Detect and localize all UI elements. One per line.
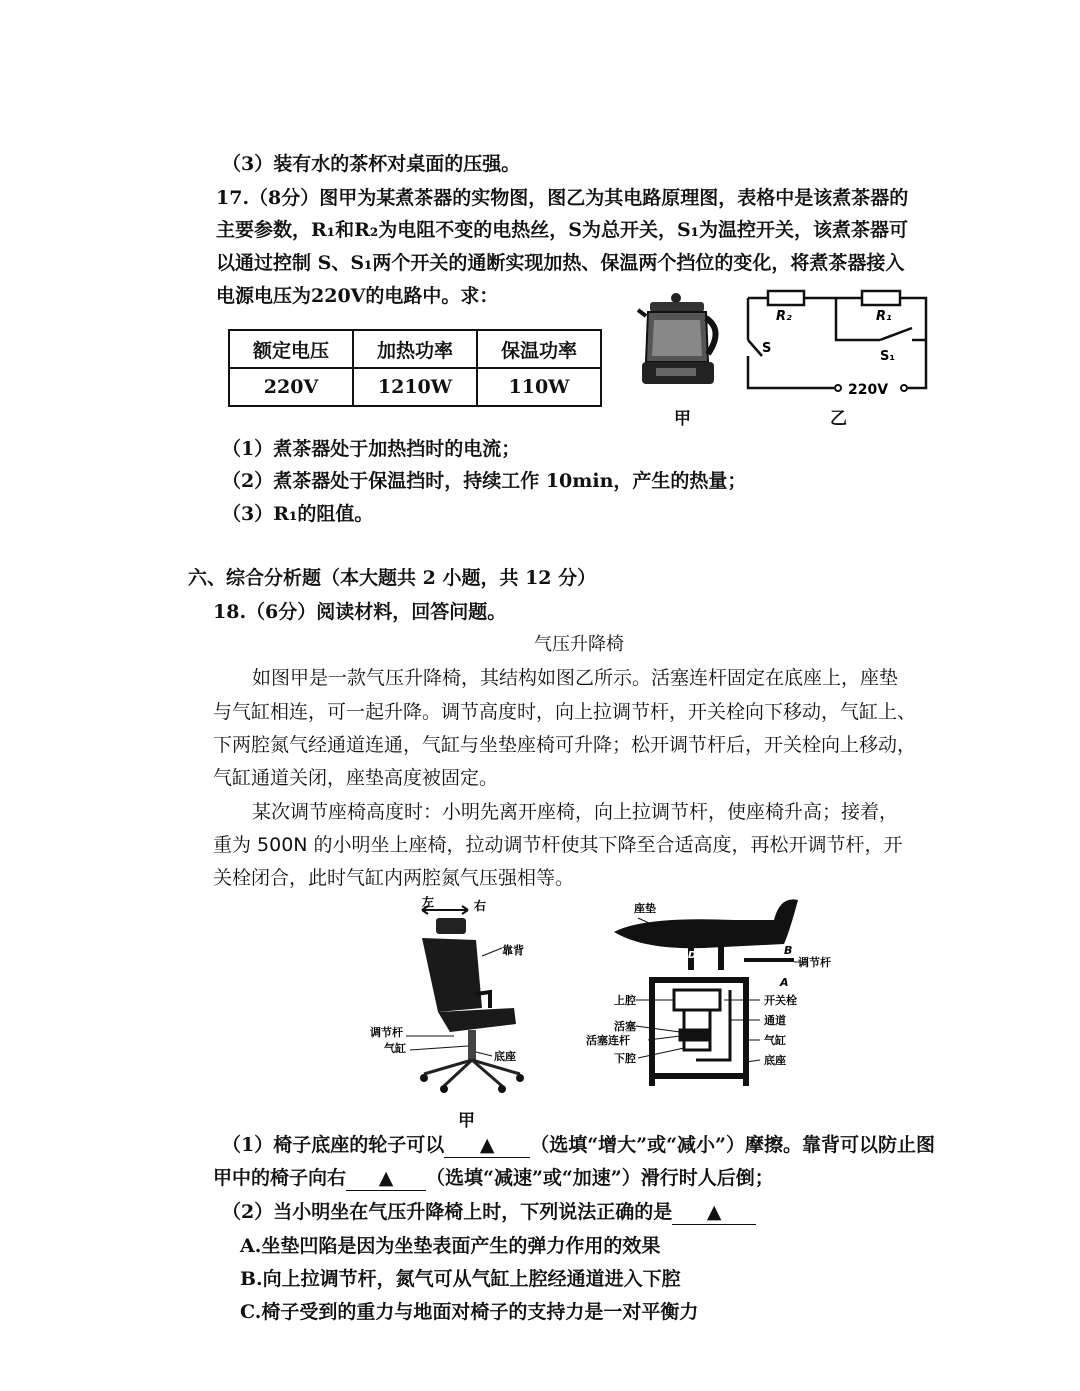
left-label: 左 [422, 896, 435, 909]
structure-base-label: 底座 [764, 1054, 786, 1067]
option-c: C.椅子受到的重力与地面对椅子的支持力是一对平衡力 [240, 1301, 699, 1323]
q18-1-line2 [213, 1166, 774, 1191]
q18-1-line1 [222, 1133, 935, 1158]
tea-kettle-image [636, 290, 726, 400]
q17-sub-3: （3）R₁的阻值。 [222, 503, 374, 525]
table-row [229, 368, 601, 406]
section-6-heading: 六、综合分析题（本大题共 2 小题，共 12 分） [188, 567, 597, 589]
q17-line-1: 17.（8分）图甲为某煮茶器的实物图，图乙为其电路原理图，表格中是该煮茶器的 [216, 187, 909, 209]
article-p1-line1: 如图甲是一款气压升降椅，其结构如图乙所示。活塞连杆固定在底座上，座垫 [252, 667, 899, 689]
answer-marker: ▲ [706, 1201, 722, 1223]
switch-s1-label: S₁ [880, 349, 896, 364]
answer-marker: ▲ [479, 1134, 495, 1156]
answer-marker: ▲ [378, 1167, 394, 1189]
q18-1-text-d: （选填“减速”或“加速”）滑行时人后倒； [426, 1167, 774, 1189]
q18-1-text-a: （1）椅子底座的轮子可以 [222, 1134, 445, 1156]
cushion-label: 座垫 [634, 902, 656, 915]
q17-line-2: 主要参数，R₁和R₂为电阻不变的电热丝，S为总开关，S₁为温控开关，该煮茶器可 [216, 219, 908, 241]
article-p1-line4: 气缸通道关闭，座垫高度被固定。 [213, 767, 499, 789]
channel-label: 通道 [764, 1014, 786, 1027]
q16-part3: （3）装有水的茶杯对桌面的压强。 [222, 153, 521, 175]
table-cell: 220V [229, 368, 353, 406]
table-header-row [229, 330, 601, 368]
office-chair-image [364, 896, 554, 1096]
chair-structure-diagram [584, 890, 844, 1090]
structure-cylinder-label: 气缸 [764, 1034, 786, 1047]
parameter-table [228, 329, 602, 407]
table-cell: 1210W [353, 368, 477, 406]
table-header-cell: 额定电压 [229, 330, 353, 368]
table-cell: 110W [477, 368, 601, 406]
q18-2-line [222, 1200, 756, 1225]
article-p2-line3: 关栓闭合，此时气缸内两腔氮气压强相等。 [213, 867, 575, 889]
valve-label: 开关栓 [764, 994, 797, 1007]
q18-1-text-c: 甲中的椅子向右 [213, 1167, 347, 1189]
answer-blank-1[interactable] [444, 1133, 530, 1158]
piston-rod-label: 活塞连杆 [586, 1034, 630, 1047]
chair-caption: 甲 [458, 1111, 475, 1131]
q17-line-3: 以通过控制 S、S₁两个开关的通断实现加热、保温两个挡位的变化，将煮茶器接入 [216, 252, 905, 274]
switch-s-label: S [762, 341, 772, 356]
answer-blank-2[interactable] [346, 1166, 426, 1191]
circuit-diagram [740, 284, 940, 404]
article-p2-line2: 重为 500N 的小明坐上座椅，拉动调节杆使其下降至合适高度，再松开调节杆，开 [213, 834, 903, 856]
voltage-label: 220V [848, 382, 889, 398]
kettle-caption: 甲 [674, 409, 691, 429]
option-b: B.向上拉调节杆，氮气可从气缸上腔经通道进入下腔 [240, 1268, 681, 1290]
right-label: 右 [474, 899, 487, 913]
answer-blank-3[interactable] [672, 1200, 756, 1225]
table-header-cell: 保温功率 [477, 330, 601, 368]
structure-lever-label: 调节杆 [798, 956, 831, 969]
piston-label: 活塞 [614, 1020, 636, 1033]
q17-line-4: 电源电压为220V的电路中。求： [216, 285, 499, 307]
q17-sub-2: （2）煮茶器处于保温挡时，持续工作 10min，产生的热量； [222, 470, 747, 492]
point-a-label: A [780, 976, 789, 989]
article-title: 气压升降椅 [534, 634, 624, 655]
q18-2-text: （2）当小明坐在气压升降椅上时，下列说法正确的是 [222, 1201, 673, 1223]
lever-label: 调节杆 [370, 1026, 403, 1039]
r1-label: R₁ [876, 309, 892, 324]
article-p2-line1: 某次调节座椅高度时：小明先离开座椅，向上拉调节杆，使座椅升高；接着， [252, 801, 899, 823]
base-label: 底座 [494, 1050, 516, 1063]
cylinder-label: 气缸 [384, 1042, 406, 1055]
upper-chamber-label: 上腔 [614, 994, 636, 1007]
option-a: A.坐垫凹陷是因为坐垫表面产生的弹力作用的效果 [240, 1235, 661, 1257]
backrest-label: 靠背 [502, 944, 524, 957]
point-b-label: B [784, 944, 793, 957]
lower-chamber-label: 下腔 [614, 1052, 636, 1065]
q18-1-text-b: （选填“增大”或“减小”）摩擦。靠背可以防止图 [530, 1134, 935, 1156]
q17-sub-1: （1）煮茶器处于加热挡时的电流； [222, 438, 521, 460]
q18-heading: 18.（6分）阅读材料，回答问题。 [213, 601, 507, 623]
table-header-cell: 加热功率 [353, 330, 477, 368]
point-d-label: D [688, 950, 697, 961]
article-p1-line3: 下两腔氮气经通道连通，气缸与坐垫座椅可升降；松开调节杆后，开关栓向上移动， [213, 734, 917, 756]
circuit-caption: 乙 [830, 409, 847, 429]
article-p1-line2: 与气缸相连，可一起升降。调节高度时，向上拉调节杆，开关栓向下移动，气缸上、 [213, 701, 917, 723]
r2-label: R₂ [776, 309, 792, 324]
